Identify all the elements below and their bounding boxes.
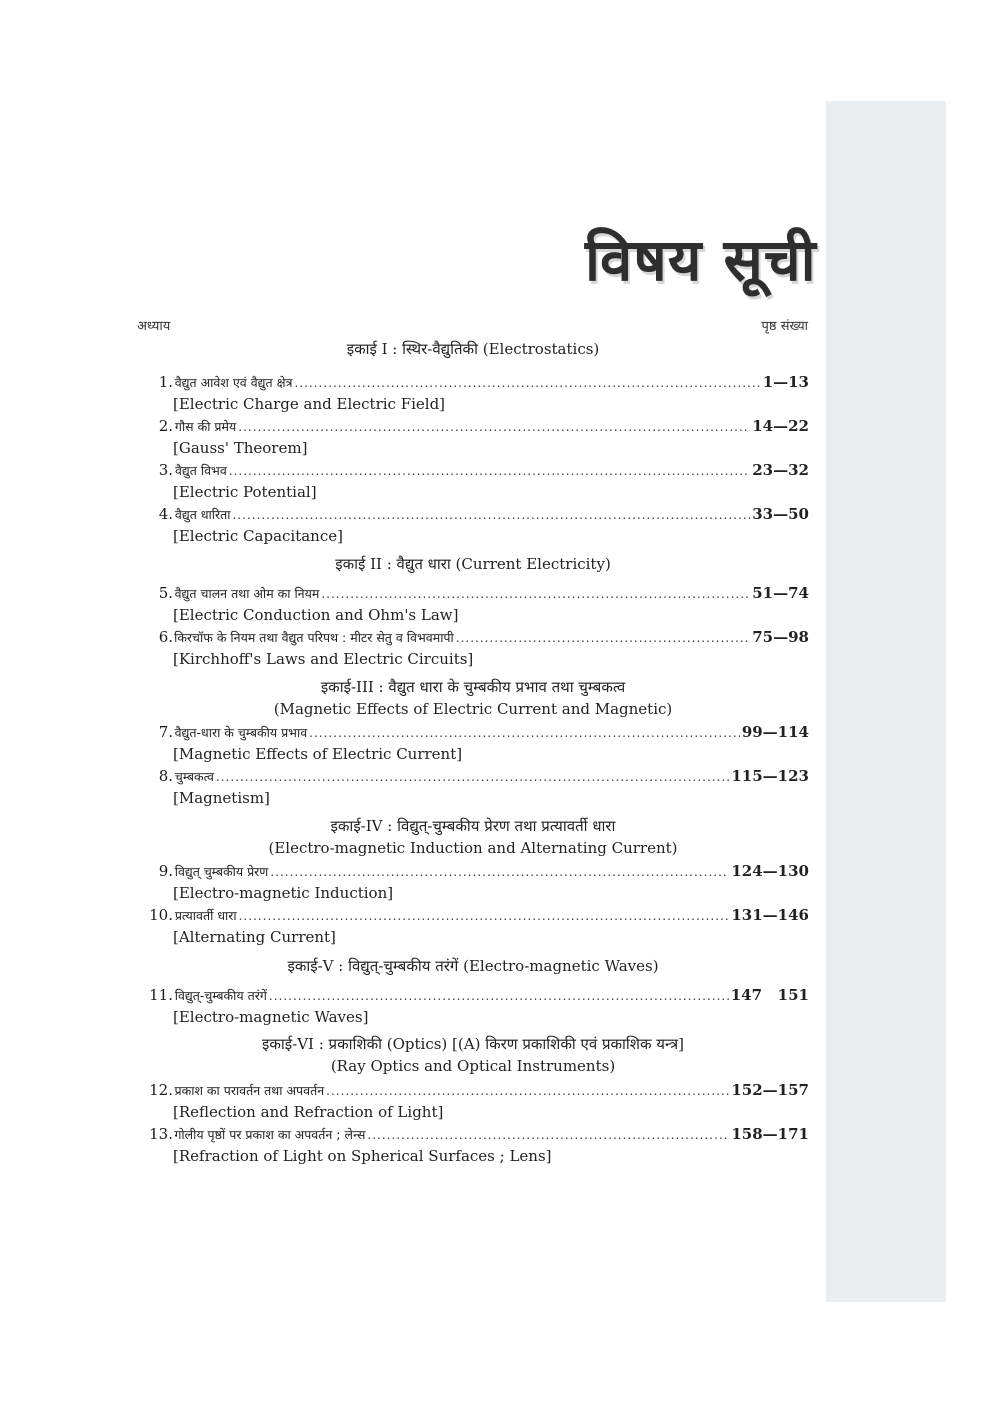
leader-dots — [309, 722, 740, 744]
leader-dots — [239, 905, 730, 927]
unit-heading-5 — [137, 955, 809, 977]
toc-entry-11[interactable] — [137, 984, 809, 1028]
toc-entry-2[interactable] — [137, 415, 809, 459]
chapter-number: 1. — [158, 373, 173, 391]
unit-heading-line: इकाई-V : विद्युत्-चुम्बकीय तरंगें (Electro-magnetic Waves) — [287, 957, 659, 975]
page-title: विषय सूची — [585, 226, 817, 294]
page-range: 131—146 — [731, 906, 809, 924]
chapter-title-hindi: किरचॉफ के नियम तथा वैद्युत परिपथ : मीटर सेतु व विभवमापी — [174, 630, 454, 645]
chapter-number: 12. — [149, 1081, 173, 1099]
toc-entry-4[interactable] — [137, 503, 809, 547]
unit-heading-line: इकाई-IV : विद्युत्-चुम्बकीय प्रेरण तथा प्रत्यावर्ती धारा — [330, 817, 616, 835]
toc-entry-3[interactable] — [137, 459, 809, 503]
page-range: 152—157 — [731, 1081, 809, 1099]
toc-entry-6[interactable] — [137, 626, 809, 670]
unit-heading-line: इकाई II : वैद्युत धारा (Current Electricity) — [335, 555, 611, 573]
page-range: 124—130 — [731, 862, 809, 880]
chapter-number: 10. — [149, 906, 173, 924]
chapter-title-english: [Electro-magnetic Waves] — [173, 1008, 369, 1026]
leader-dots — [238, 416, 750, 438]
chapter-title-hindi: वैद्युत विभव — [174, 463, 227, 478]
toc-entry-10[interactable] — [137, 904, 809, 948]
chapter-number: 3. — [158, 461, 173, 479]
toc-entry-13[interactable] — [137, 1123, 809, 1167]
unit-heading-line: इकाई I : स्थिर-वैद्युतिकी (Electrostatics) — [346, 340, 600, 358]
leader-dots — [456, 627, 750, 649]
unit-heading-2 — [137, 553, 809, 575]
page-range: 51—74 — [752, 584, 809, 602]
page-range: 1—13 — [762, 373, 809, 391]
chapter-title-english: [Reflection and Refraction of Light] — [173, 1103, 444, 1121]
page-range: 158—171 — [731, 1125, 809, 1143]
chapter-number: 6. — [158, 628, 173, 646]
toc-entry-12[interactable] — [137, 1079, 809, 1123]
column-header-chapter: अध्याय — [137, 319, 171, 334]
chapter-number: 13. — [149, 1125, 173, 1143]
chapter-title-hindi: विद्युत् चुम्बकीय प्रेरण — [174, 864, 269, 879]
unit-heading-6 — [137, 1033, 809, 1077]
leader-dots — [326, 1080, 729, 1102]
chapter-title-hindi: प्रकाश का परावर्तन तथा अपवर्तन — [174, 1083, 325, 1098]
chapter-title-english: [Electric Conduction and Ohm's Law] — [173, 606, 459, 624]
unit-heading-english: (Electro-magnetic Induction and Alternating Current) — [268, 839, 678, 857]
toc-entry-8[interactable] — [137, 765, 809, 809]
page-range: 147 151 — [730, 986, 809, 1004]
chapter-title-english: [Alternating Current] — [173, 928, 336, 946]
page-range: 115—123 — [731, 767, 809, 785]
chapter-title-english: [Electric Capacitance] — [173, 527, 343, 545]
chapter-title-hindi: चुम्बकत्व — [174, 769, 214, 784]
leader-dots — [229, 460, 750, 482]
unit-heading-line: इकाई-VI : प्रकाशिकी (Optics) [(A) किरण प्रकाशिकी एवं प्रकाशिक यन्त्र] — [262, 1035, 684, 1053]
unit-heading-english: (Ray Optics and Optical Instruments) — [330, 1057, 616, 1075]
chapter-title-hindi: प्रत्यावर्ती धारा — [174, 908, 237, 923]
chapter-title-english: [Electro-magnetic Induction] — [173, 884, 394, 902]
chapter-title-english: [Magnetic Effects of Electric Current] — [173, 745, 463, 763]
chapter-title-hindi: वैद्युत चालन तथा ओम का नियम — [174, 586, 320, 601]
page-range: 99—114 — [741, 723, 809, 741]
toc-entry-7[interactable] — [137, 721, 809, 765]
chapter-number: 5. — [158, 584, 173, 602]
chapter-number: 8. — [158, 767, 173, 785]
chapter-title-hindi: वैद्युत धारिता — [174, 507, 231, 522]
unit-heading-english: (Magnetic Effects of Electric Current and Magnetic) — [273, 700, 673, 718]
chapter-title-english: [Electric Charge and Electric Field] — [173, 395, 446, 413]
chapter-title-english: [Gauss' Theorem] — [173, 439, 308, 457]
chapter-number: 4. — [158, 505, 173, 523]
chapter-number: 9. — [158, 862, 173, 880]
page-range: 14—22 — [752, 417, 809, 435]
chapter-title-english: [Kirchhoff's Laws and Electric Circuits] — [173, 650, 474, 668]
leader-dots — [321, 583, 750, 605]
leader-dots — [367, 1124, 729, 1146]
chapter-title-english: [Magnetism] — [173, 789, 270, 807]
page-range: 33—50 — [752, 505, 809, 523]
chapter-title-hindi: गोलीय पृष्ठों पर प्रकाश का अपवर्तन ; लेन्स — [174, 1127, 366, 1142]
chapter-number: 7. — [158, 723, 173, 741]
chapter-title-hindi: वैद्युत आवेश एवं वैद्युत क्षेत्र — [174, 375, 293, 390]
page-range: 75—98 — [752, 628, 809, 646]
page-range: 23—32 — [752, 461, 809, 479]
chapter-title-hindi: विद्युत्-चुम्बकीय तरंगें — [174, 988, 267, 1003]
chapter-title-english: [Refraction of Light on Spherical Surfaces ; Lens] — [173, 1147, 552, 1165]
unit-heading-4 — [137, 815, 809, 859]
side-panel — [826, 101, 946, 1302]
column-header-page-number: पृष्ठ संख्या — [761, 319, 808, 334]
leader-dots — [270, 861, 729, 883]
chapter-title-english: [Electric Potential] — [173, 483, 317, 501]
leader-dots — [294, 372, 760, 394]
toc-entry-5[interactable] — [137, 582, 809, 626]
chapter-title-hindi: गौस की प्रमेय — [174, 419, 237, 434]
chapter-title-hindi: वैद्युत-धारा के चुम्बकीय प्रभाव — [174, 725, 308, 740]
toc-entry-1[interactable] — [137, 371, 809, 415]
toc-entry-9[interactable] — [137, 860, 809, 904]
unit-heading-line: इकाई-III : वैद्युत धारा के चुम्बकीय प्रभाव तथा चुम्बकत्व — [320, 678, 626, 696]
chapter-number: 11. — [149, 986, 173, 1004]
chapter-number: 2. — [158, 417, 173, 435]
unit-heading-1 — [137, 338, 809, 360]
leader-dots — [232, 504, 750, 526]
unit-heading-3 — [137, 676, 809, 720]
leader-dots — [269, 985, 729, 1007]
leader-dots — [216, 766, 729, 788]
